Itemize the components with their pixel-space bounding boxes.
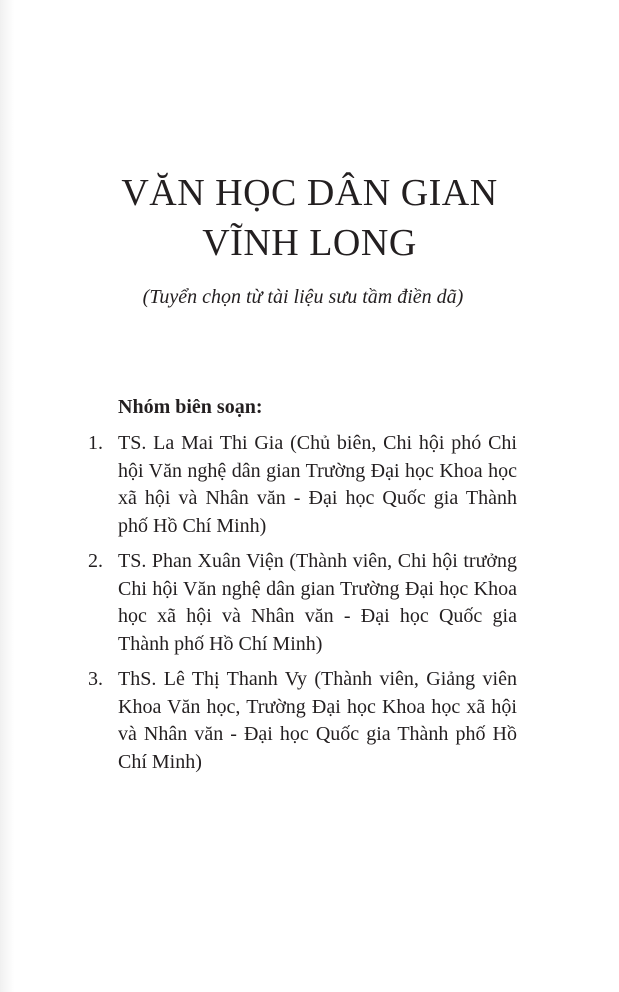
book-subtitle: (Tuyển chọn từ tài liệu sưu tầm điền dã) — [142, 286, 464, 308]
member-text: TS. Phan Xuân Viện (Thành viên, Chi hội trưởng Chi hội Văn nghệ dân gian Trường Đại học Khoa học xã hội và Nhân văn - Đại học Quốc gia Thành phố Hồ Chí Minh) — [118, 550, 517, 655]
editorial-group-label: Nhóm biên soạn: — [118, 396, 263, 418]
book-title-line-2: VĨNH LONG — [202, 222, 417, 264]
member-number: 3. — [88, 668, 103, 690]
member-text: ThS. Lê Thị Thanh Vy (Thành viên, Giảng viên Khoa Văn học, Trường Đại học Khoa học xã hội và Nhân văn - Đại học Quốc gia Thành phố Hồ Chí Minh) — [118, 668, 517, 773]
member-number: 1. — [88, 432, 103, 454]
member-item-3 — [80, 666, 517, 776]
member-item-2 — [80, 548, 517, 658]
page-edge-shadow — [0, 0, 14, 992]
book-title — [0, 168, 619, 268]
book-title-line-1: VĂN HỌC DÂN GIAN — [121, 172, 498, 214]
editorial-members-list — [80, 430, 517, 784]
member-text: TS. La Mai Thi Gia (Chủ biên, Chi hội phó Chi hội Văn nghệ dân gian Trường Đại học Khoa học xã hội và Nhân văn - Đại học Quốc gia Thành phố Hồ Chí Minh) — [118, 432, 517, 537]
member-number: 2. — [88, 550, 103, 572]
member-item-1 — [80, 430, 517, 540]
